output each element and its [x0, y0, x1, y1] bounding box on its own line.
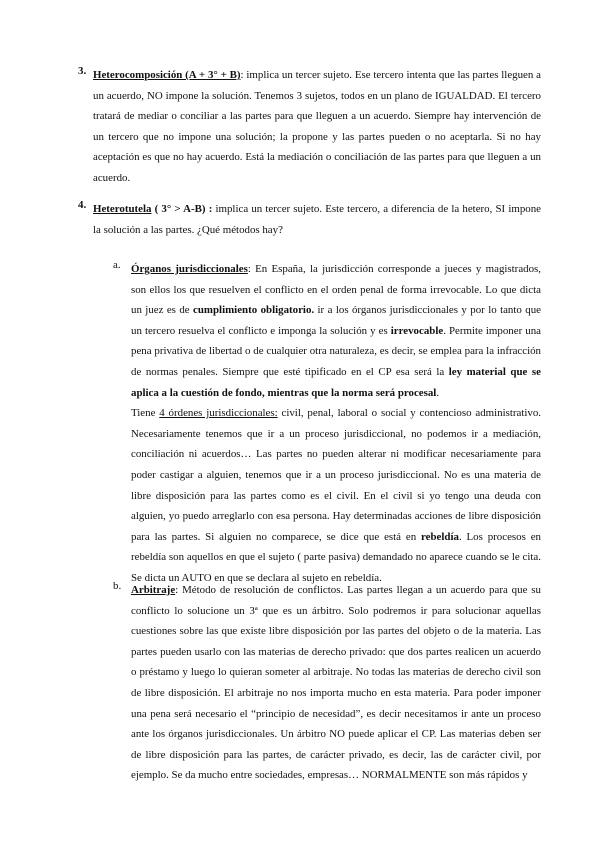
sub-item-title: Órganos jurisdiccionales	[131, 263, 248, 275]
text-run: . Los procesos en rebeldía son aquellos en que el sujeto ( parte pasiva) demandado no aparece cuando se le cita. Se dicta un AUTO en que se declara al sujeto en rebeldía.	[131, 530, 541, 584]
sub-item-title: Arbitraje	[131, 584, 176, 596]
sub-item-organos-jurisdiccionales	[113, 259, 541, 589]
sub-item-arbitraje	[113, 580, 541, 786]
item-paragraph	[93, 199, 541, 240]
bold-run: irrevocable	[390, 324, 444, 337]
item-number: 3.	[78, 65, 87, 77]
item-title: Heterocomposición (A + 3° + B)	[93, 69, 241, 81]
bold-run: ley material que se aplica a la cuestión de fondo, mientras que la norma será procesal	[131, 365, 541, 399]
item-title-formula: ( 3° > A-B) :	[151, 203, 213, 215]
item-body: : implica un tercer sujeto. Ese tercero intenta que las partes lleguen a un acuerdo, NO impone la solución. Tenemos 3 sujetos, todos en un plano de IGUALDAD. El tercero tratará de mediar o conciliar a las partes para que lleguen a un acuerdo. Siempre hay intervención de un tercero que no impone una solución; la propone y las partes pueden o no aceptarla. Si no hay aceptación es que no hay acuerdo. Está la mediación o conciliación de las partes para que lleguen a un acuerdo.	[93, 69, 541, 184]
item-paragraph	[93, 65, 541, 189]
underlined-run: 4 órdenes jurisdiccionales:	[159, 407, 278, 420]
sub-item-body: : Método de resolución de conflictos. Las partes llegan a un acuerdo para que su conflicto lo solucione un 3ª que es un árbitro. Solo podremos ir para solucionar aquellas cuestiones sobre las que existe libre disposición por las partes del objeto o de la materia. Las partes pueden usarlo con las materias de derecho privado: que dos partes realicen un acuerdo o préstamo y luego lo quieran someter al arbitraje. No todas las materias de derecho civil son de libre disposición. El arbitraje no nos importa mucho en esta materia. Para poder imponer una pena será necesario el “principio de necesidad”, es decir necesitamos ir ante un proceso ante los órganos jurisdiccionales. Un árbitro NO puede aplicar el CP. Las materias deben ser de libre disposición para las partes, de carácter privado, es decir, las de carácter civil, por ejemplo. Se da mucho entre sociedades, empresas… NORMALMENTE son más rápidos y	[131, 584, 541, 782]
text-run: Tiene	[131, 407, 160, 420]
item-number: 4.	[78, 199, 87, 211]
list-item-heterotutela	[80, 199, 541, 240]
text-run: .	[436, 386, 440, 399]
sub-item-paragraph-2	[131, 403, 541, 588]
sub-item-letter: a.	[113, 259, 121, 271]
item-body: implica un tercer sujeto. Este tercero, a diferencia de la hetero, SI impone la solución a las partes. ¿Qué métodos hay?	[93, 203, 541, 236]
text-run: . Permite imponer una pena privativa de libertad o de cualquier otra naturaleza, es decir, se emplea para la infracción de normas penales. Siempre que esté tipificado en el CP esa será la	[131, 324, 541, 378]
sub-item-letter: b.	[113, 580, 122, 592]
bold-run: rebeldía	[421, 530, 459, 543]
sub-item-paragraph	[131, 580, 541, 786]
bold-run: cumplimiento obligatorio.	[193, 304, 315, 317]
text-run: : En España, la jurisdicción corresponde a jueces y magistrados, son ellos los que resuelven el conflicto en el orden penal de forma irrevocable. Lo que dicta un juez es de	[131, 263, 541, 317]
sub-item-paragraph-1	[131, 259, 541, 403]
item-title: Heterotutela	[93, 203, 152, 215]
text-run: civil, penal, laboral o social y contencioso administrativo. Necesariamente tenemos que ir a un proceso jurisdiccional, no podemos ir a mediación, conciliación ni acuerdos… Las partes no pueden alterar ni modificar necesariamente para poder castigar a alguien, tenemos que ir a un proceso jurisdiccional. No es una materia de libre disposición para las partes como es el civil. En el civil si yo tengo una deuda con alguien, yo puedo arreglarlo con esa persona. Hay determinadas acciones de libre disposición para las partes. Si alguien no comparece, se dice que está en	[131, 407, 541, 543]
text-run: ir a los órganos jurisdiccionales y por lo tanto que un tercero resuelva el conflicto e imponga la solución y es	[131, 304, 541, 337]
list-item-heterocomposicion	[80, 65, 541, 189]
